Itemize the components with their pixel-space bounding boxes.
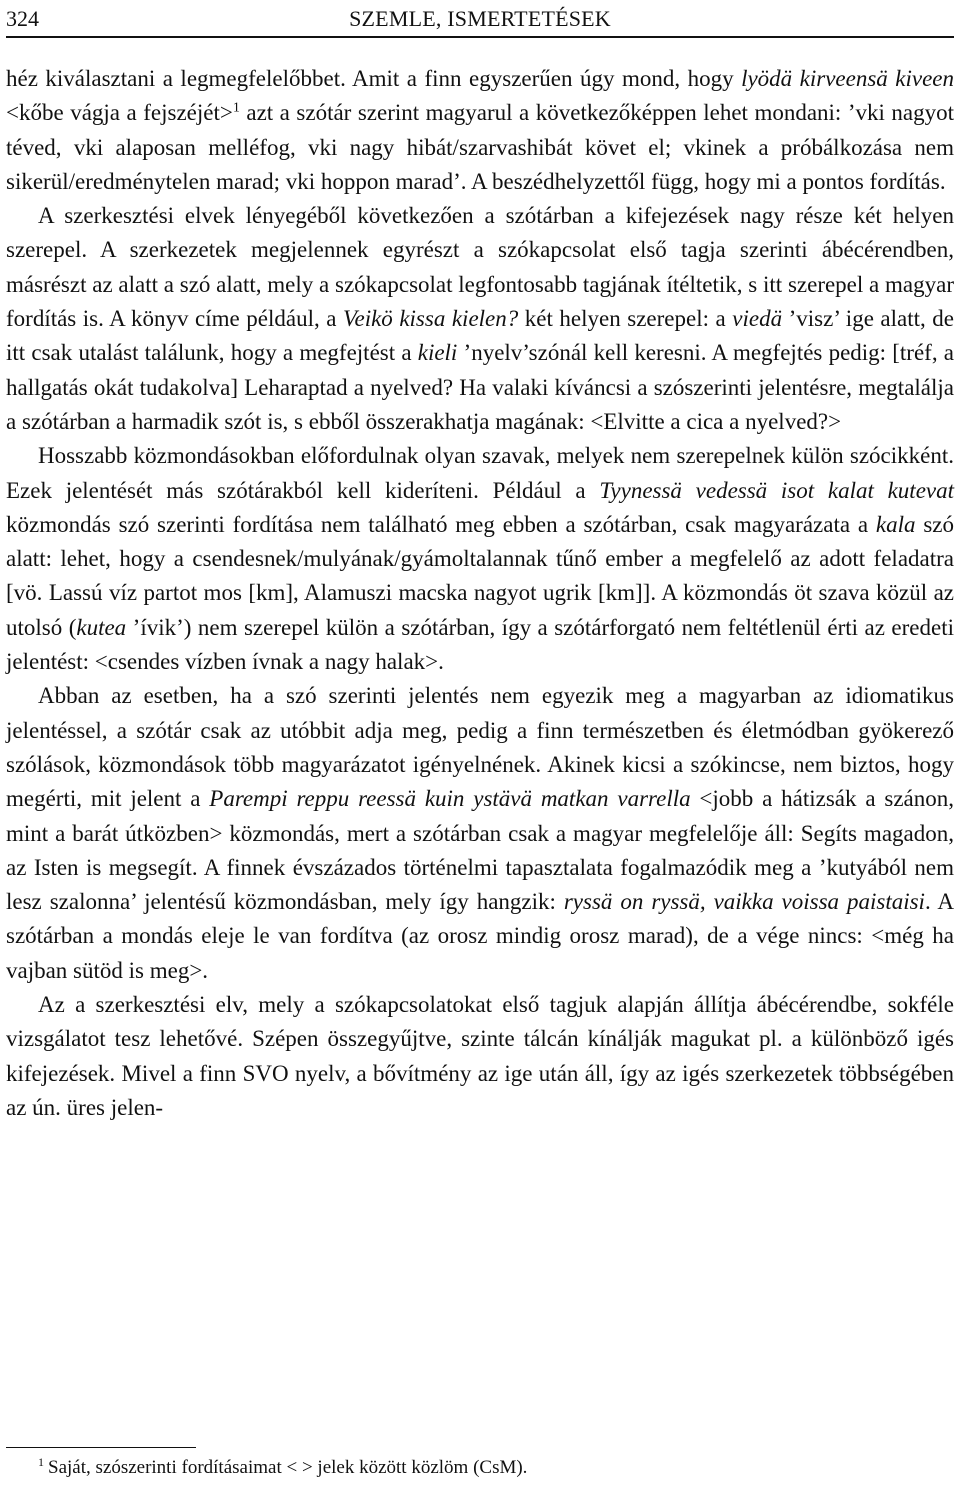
text-run: A szerkesztési elvek lényegéből következően a szótárban a kifejezések nagy része két helyen szerepel. A szerkezetek megjelennek egyrészt a szókapcsolat első tagja szerinti ábécérendben, másrészt az alatt a szó alatt, mely a szókapcsolat legfontosabb tagjának ítéltetik, s itt szerepel a magyar fordítás is. A könyv címe például, a <box>6 203 954 332</box>
italic-text: kieli <box>417 340 458 366</box>
paragraph <box>6 62 954 199</box>
paragraph <box>6 679 954 988</box>
italic-text: kala <box>875 511 916 537</box>
italic-text: lyödä kirveensä kiveen <box>741 66 954 91</box>
text-run: Abban az esetben, ha a szó szerinti jelentés nem egyezik meg a magyarban az idiomatikus jelentéssel, a szótár csak az utóbbit adja meg, pedig a finn természetben és életmódban gyökerező szólások, közmondások több magyarázatot igényelnének. Akinek kicsi a szókincse, nem biztos, hogy megérti, mit jelent a <box>6 683 954 812</box>
page-header <box>6 2 954 38</box>
page-number: 324 <box>6 6 39 31</box>
text-run: ’visz’ ige alatt, de itt csak utalást találunk, hogy a megfejtést a <box>6 306 955 366</box>
italic-text: ryssä on ryssä, vaikka voissa paistaisi <box>563 889 925 915</box>
body-text <box>6 62 954 1125</box>
italic-text: Veikö kissa kielen? <box>342 306 519 332</box>
text-run: szó alatt: lehet, hogy a csendesnek/mulyának/gyámoltalannak tűnő ember a megfelelő az adott feladatra [vö. Lassú víz partot mos [km], Alamuszi macska nagyot ugrik [km]]. A közmondás öt szava közül az utolsó ( <box>6 511 954 640</box>
text-run: közmondás szó szerinti fordítása nem található meg ebben a szótárban, csak magyarázata a <box>6 511 876 537</box>
paragraph <box>6 199 954 439</box>
text-run: <jobb a hátizsák a szánon, mint a barát útközben> közmondás, mert a szótárban csak a magyar megfelelője áll: Segíts magadon, az Isten is megsegít. A finnek évszázados történelmi tapasztalata fogalmazódik meg a ’kutyából nem lesz szalonna’ jelentésű közmondásban, mely így hangzik: <box>6 786 954 915</box>
footnote-reference: 1 <box>232 100 240 116</box>
text-run: azt a szótár szerint magyarul a következőképpen lehet mondani: ’vki nagyot téved, vki alaposan melléfog, vki nagy hibát/szarvashibát követ el; vkinek a próbálkozása nem sikerül/eredménytelen marad; vki hoppon marad’. A beszédhelyzettől függ, hogy mi a pontos fordítás. <box>6 100 955 194</box>
text-run: . A szótárban a mondás eleje le van fordítva (az orosz mindig orosz marad), de a vége nincs: <még ha vajban sütöd is meg>. <box>6 889 954 983</box>
running-head: SZEMLE, ISMERTETÉSEK <box>349 6 611 31</box>
italic-text: viedä <box>732 306 783 332</box>
text-run: ’nyelv’szónál kell keresni. A megfejtés pedig: [tréf, a hallgatás okát tudakolva] Leharaptad a nyelved? Ha valaki kíváncsi a szószerinti jelentésre, megtalálja a szótárban a harmadik szót is, s ebből összerakhatja magának: <Elvitte a cica a nyelved?> <box>6 340 954 434</box>
paragraph <box>6 439 954 679</box>
footnote-rule <box>6 1447 196 1448</box>
paragraph <box>6 988 954 1125</box>
footnote-text: Saját, szószerinti fordításaimat < > jelek között közlöm (CsM). <box>48 1457 528 1478</box>
italic-text: Parempi reppu reessä kuin ystävä matkan varrella <box>209 786 691 812</box>
text-run: Az a szerkesztési elv, mely a szókapcsolatokat első tagjuk alapján állítja ábécérendbe, sokféle vizsgálatot tesz lehetővé. Szépen összegyűjtve, szinte tálcán kínálják magukat pl. a különböző igés kifejezések. Mivel a finn SVO nyelv, a bővítmény az ige után áll, így az igés szerkezetek többségében az ún. üres jelen- <box>6 992 954 1120</box>
footnote-mark: 1 <box>38 1454 44 1469</box>
italic-text: kutea <box>76 614 127 640</box>
text-run: <kőbe vágja a fejszéjét> <box>6 100 233 126</box>
text-run: ’ívik’) nem szerepel külön a szótárban, így a szótárforgató nem feltétlenül érti az eredeti jelentést: <csendes vízben ívnak a nagy halak>. <box>6 614 954 675</box>
text-run: Hosszabb közmondásokban előfordulnak olyan szavak, melyek nem szerepelnek külön szócikként. Ezek jelentését más szótárakból kell kideríteni. Például a <box>6 443 954 503</box>
text-run: héz kiválasztani a legmegfelelőbbet. Amit a finn egyszerűen úgy mond, hogy <box>6 66 742 91</box>
text-run: két helyen szerepel: a <box>518 306 733 332</box>
italic-text: Tyynessä vedessä isot kalat kutevat <box>599 477 955 503</box>
footnote <box>38 1455 527 1481</box>
